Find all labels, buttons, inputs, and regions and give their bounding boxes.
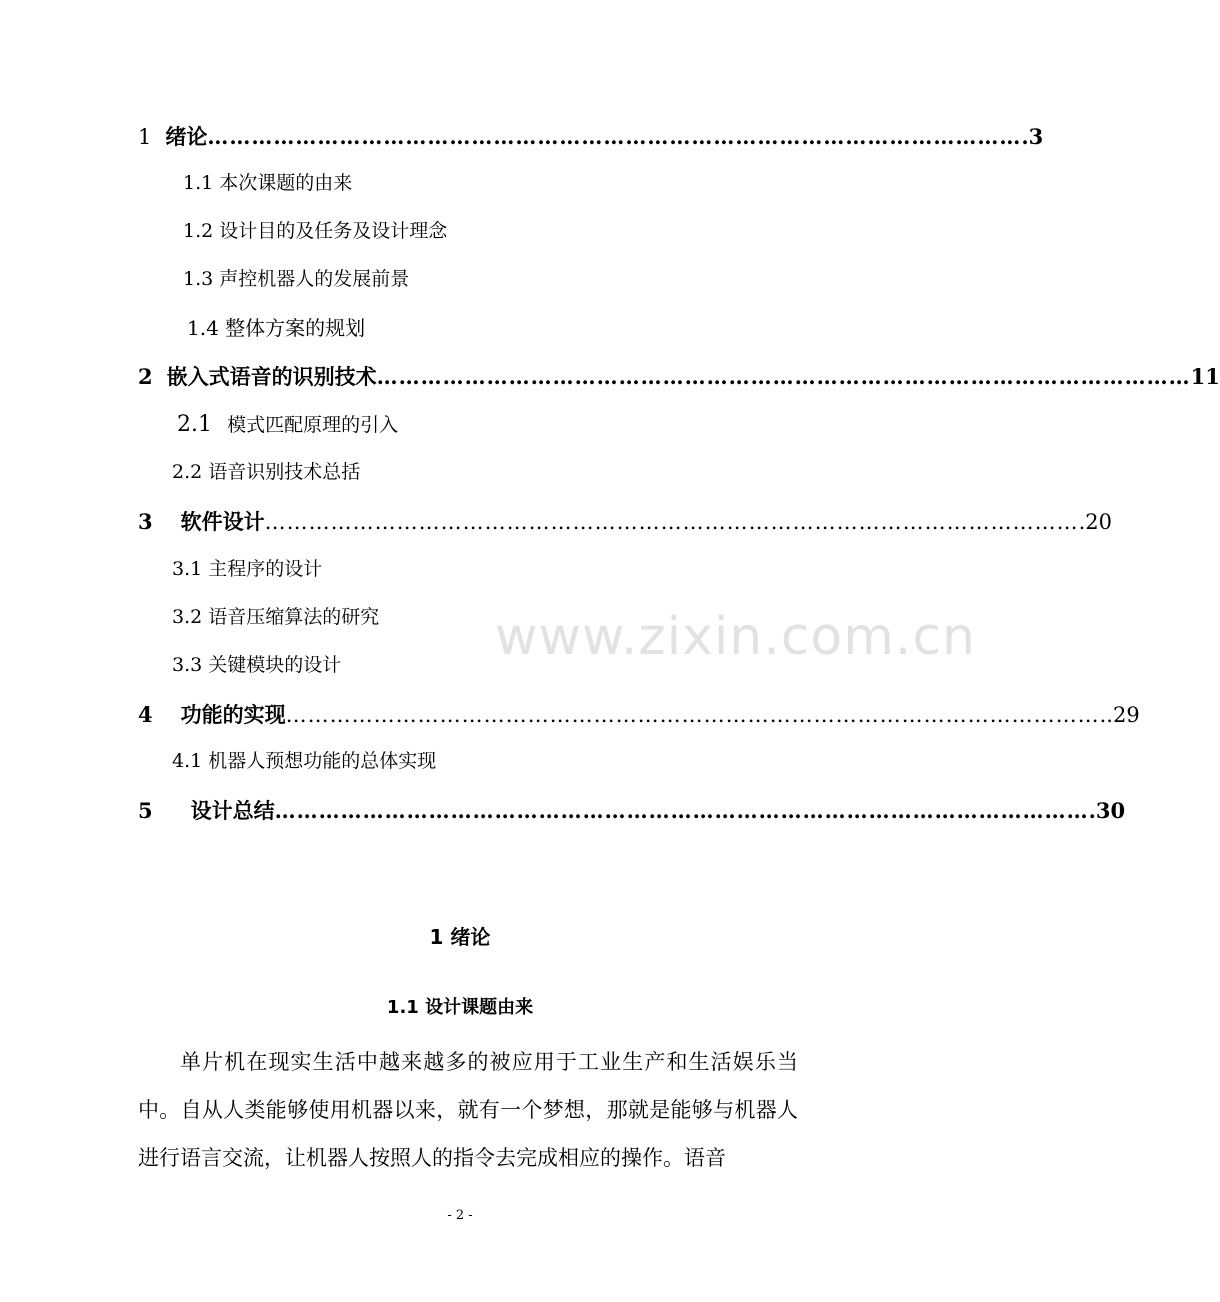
toc-entry-4-1: 4.1 机器人预想功能的总体实现	[172, 750, 437, 772]
toc-chapter-5-page: .30	[1088, 798, 1126, 823]
toc-entry-1-1: 1.1 本次课题的由来	[183, 172, 353, 194]
toc-entry-1-2: 1.2 设计目的及任务及设计理念	[183, 220, 448, 242]
toc-chapter-3	[138, 509, 1113, 534]
toc-chapter-1-title: 绪论	[165, 124, 208, 149]
page-number: - 2 -	[447, 1208, 473, 1223]
toc-chapter-2-page: 11	[1190, 364, 1220, 389]
paragraph-text: 单片机在现实生活中越来越多的被应用于工业生产和生活娱乐当中。自从人类能够使用机器以来，就有一个梦想，那就是能够与机器人进行语言交流，让机器人按照人的指令去完成相应的操作。语音	[138, 1050, 798, 1170]
toc-entry-2-1	[177, 414, 398, 436]
subsection-title: 1.1 设计课题由来	[386, 997, 534, 1018]
toc-leader-dots	[207, 126, 1021, 147]
toc-chapter-2	[138, 364, 1220, 389]
toc-leader-dots	[275, 800, 1089, 821]
toc-entry-2-1-title: 模式匹配原理的引入	[227, 414, 399, 436]
toc-leader-dots	[265, 512, 1079, 533]
toc-chapter-1-page: .3	[1021, 124, 1044, 149]
toc-chapter-3-number: 3	[138, 509, 153, 534]
toc-chapter-2-number: 2	[138, 364, 153, 389]
toc-entry-1-3: 1.3 声控机器人的发展前景	[183, 268, 410, 290]
toc-entry-2-2: 2.2 语音识别技术总括	[172, 461, 361, 483]
watermark: www.zixin.com.cn	[495, 607, 976, 667]
toc-chapter-4-title: 功能的实现	[180, 702, 286, 727]
toc-entry-3-1: 3.1 主程序的设计	[172, 558, 323, 580]
toc-leader-dots	[286, 705, 1100, 726]
toc-chapter-5-title: 设计总结	[190, 798, 275, 823]
toc-entry-3-3: 3.3 关键模块的设计	[172, 654, 342, 676]
toc-chapter-5	[138, 798, 1126, 823]
toc-chapter-3-title: 软件设计	[180, 509, 265, 534]
toc-entry-2-1-number: 2.1	[177, 412, 212, 437]
section-title: 1 绪论	[429, 925, 491, 949]
toc-entry-3-2: 3.2 语音压缩算法的研究	[172, 606, 380, 628]
toc-chapter-5-number: 5	[138, 798, 153, 823]
body-paragraph	[138, 1038, 798, 1182]
toc-entry-1-4: 1.4 整体方案的规划	[187, 316, 366, 340]
toc-leader-dots	[377, 366, 1191, 387]
toc-chapter-3-page: .20	[1078, 510, 1113, 534]
toc-chapter-4-page: ..29	[1099, 703, 1140, 727]
toc-chapter-4	[138, 702, 1140, 727]
toc-chapter-2-title: 嵌入式语音的识别技术	[166, 364, 377, 389]
toc-chapter-1	[138, 124, 1044, 149]
toc-chapter-4-number: 4	[138, 702, 153, 727]
toc-chapter-1-number: 1	[138, 125, 152, 149]
